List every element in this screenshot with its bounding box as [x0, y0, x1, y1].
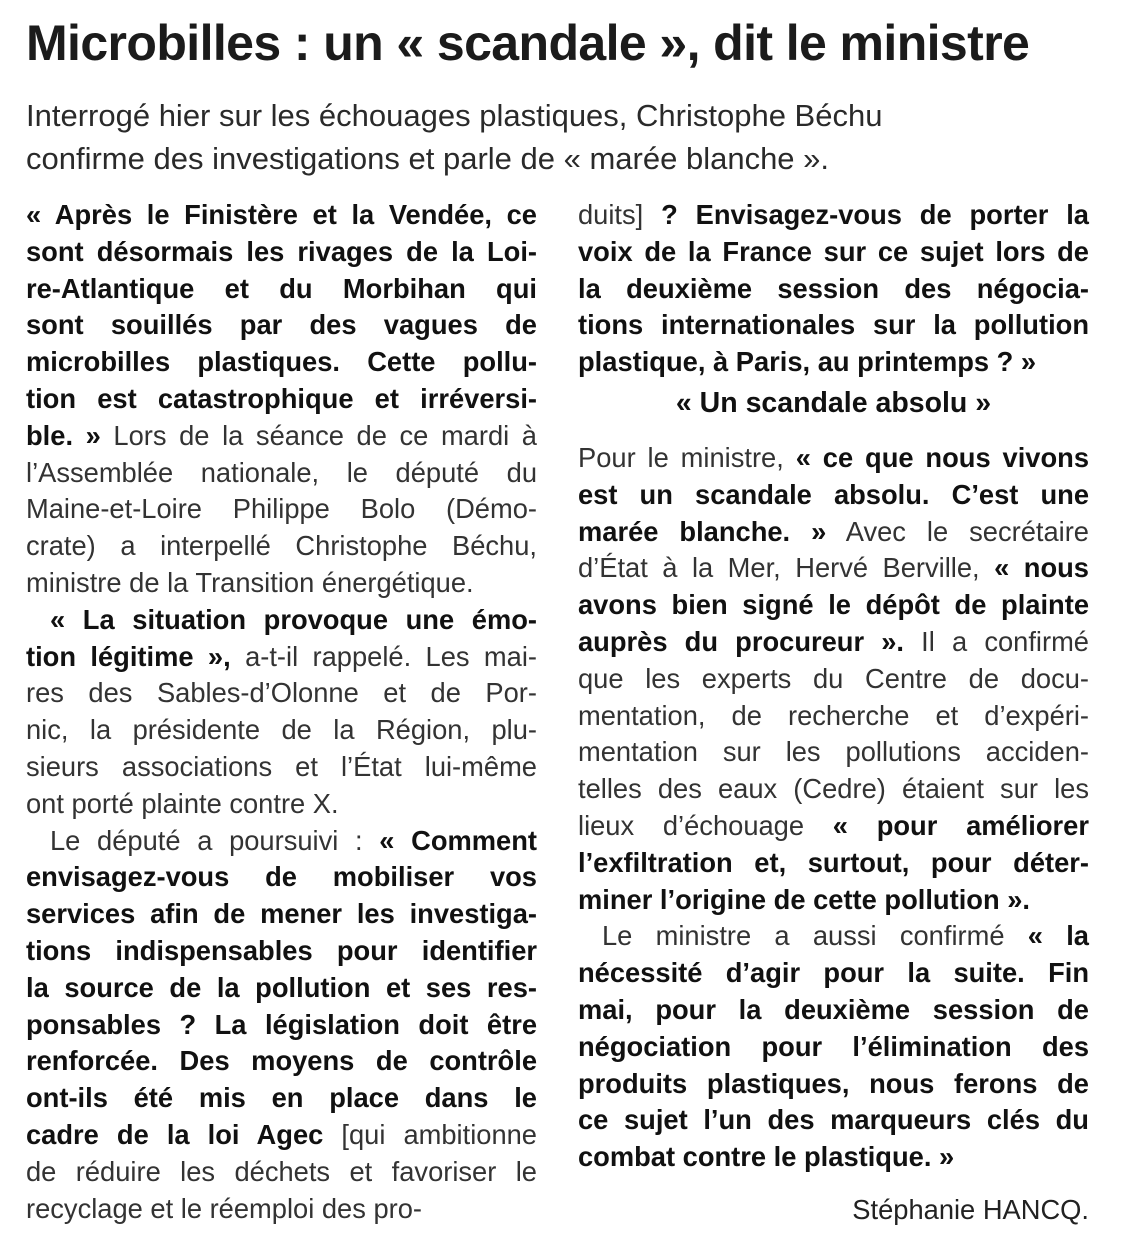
- text-line: [578, 1029, 1089, 1066]
- text-line: [26, 786, 537, 823]
- body-text: d’État à la Mer, Hervé Berville,: [578, 552, 995, 584]
- text-line: [26, 933, 537, 970]
- text-line: [26, 307, 537, 344]
- bold-quote-text: « pour améliorer: [832, 809, 1089, 841]
- bold-quote-text: ce sujet l’un des marqueurs clés du: [578, 1104, 1089, 1136]
- bold-quote-text: mai, pour la deuxième session de: [578, 993, 1089, 1025]
- text-line: [26, 381, 537, 418]
- bold-quote-text: « Après le Finistère et la Vendée, ce: [26, 199, 537, 230]
- body-text: Pour le ministre,: [578, 441, 796, 473]
- text-line: [578, 661, 1089, 698]
- text-line: [26, 896, 537, 933]
- body-text: de réduire les déchets et favoriser le: [26, 1155, 537, 1187]
- text-line: [578, 1066, 1089, 1103]
- text-line: [26, 675, 537, 712]
- text-line: [26, 602, 537, 639]
- text-line: [26, 565, 537, 602]
- bold-quote-text: avons bien signé le dépôt de plainte: [578, 589, 1089, 621]
- body-text: sieurs associations et l’État lui-même: [26, 750, 537, 782]
- text-line: [578, 234, 1089, 271]
- text-line: [578, 477, 1089, 514]
- bold-quote-text: voix de la France sur ce sujet lors de: [578, 235, 1089, 267]
- body-text: res des Sables-d’Olonne et de Por-: [26, 677, 537, 709]
- bold-quote-text: tion légitime »,: [26, 640, 231, 672]
- text-line: [578, 440, 1089, 477]
- bold-quote-text: est un scandale absolu. C’est une: [578, 478, 1089, 510]
- right-column-bottom: [578, 440, 1089, 1176]
- bold-quote-text: cadre de la loi Agec: [26, 1118, 324, 1150]
- text-line: [26, 491, 537, 528]
- bold-quote-text: « la: [1027, 920, 1089, 952]
- bold-quote-text: « La situation provoque une émo-: [50, 603, 537, 635]
- bold-quote-text: auprès du procureur ».: [578, 625, 905, 657]
- text-line: [578, 955, 1089, 992]
- text-line: [578, 882, 1089, 919]
- bold-quote-text: sont souillés par des vagues de: [26, 309, 537, 341]
- text-line: [26, 455, 537, 492]
- bold-quote-text: services afin de mener les investiga-: [26, 898, 537, 930]
- bold-quote-text: envisagez-vous de mobiliser vos: [26, 861, 537, 893]
- text-line: [578, 734, 1089, 771]
- text-line: [578, 845, 1089, 882]
- body-text: Le ministre a aussi confirmé: [602, 920, 1028, 952]
- text-line: [578, 197, 1089, 234]
- text-line: [26, 749, 537, 786]
- text-line: [578, 918, 1089, 955]
- deck-line: confirme des investigations et parle de « marée blanche ».: [26, 141, 830, 176]
- text-line: [26, 712, 537, 749]
- body-text: Le député a poursuivi :: [50, 824, 380, 856]
- body-text: ont porté plainte contre X.: [26, 787, 339, 819]
- body-text: ministre de la Transition énergétique.: [26, 566, 474, 598]
- text-line: [26, 197, 537, 234]
- bold-quote-text: renforcée. Des moyens de contrôle: [26, 1045, 537, 1077]
- bold-quote-text: tions internationales sur la pollution: [578, 309, 1089, 341]
- bold-quote-text: ble. »: [26, 419, 101, 451]
- text-line: [26, 1080, 537, 1117]
- text-line: [578, 624, 1089, 661]
- right-column-top: [578, 197, 1089, 381]
- body-text: mentation, de recherche et d’expéri-: [578, 699, 1089, 731]
- text-line: [26, 418, 537, 455]
- bold-quote-text: combat contre le plastique. »: [578, 1141, 955, 1173]
- author-signature: Stéphanie HANCQ.: [852, 1194, 1089, 1225]
- bold-quote-text: ont-ils été mis en place dans le: [26, 1082, 537, 1114]
- bold-quote-text: « nous: [994, 552, 1089, 584]
- text-line: [578, 698, 1089, 735]
- article-subhead: « Un scandale absolu »: [675, 386, 992, 419]
- bold-quote-text: produits plastiques, nous ferons de: [578, 1067, 1089, 1099]
- body-text: Il a confirmé: [904, 625, 1089, 657]
- text-line: [578, 808, 1089, 845]
- body-text: crate) a interpellé Christophe Béchu,: [26, 530, 537, 562]
- text-line: [26, 823, 537, 860]
- text-line: [26, 234, 537, 271]
- body-text: [qui ambitionne: [323, 1118, 537, 1150]
- bold-quote-text: ponsables ? La législation doit être: [26, 1008, 537, 1040]
- text-line: [26, 1154, 537, 1191]
- body-text: l’Assemblée nationale, le député du: [26, 456, 537, 488]
- text-line: [26, 344, 537, 381]
- body-text: nic, la présidente de la Région, plu-: [26, 714, 537, 746]
- bold-quote-text: microbilles plastiques. Cette pollu-: [26, 346, 537, 378]
- bold-quote-text: négociation pour l’élimination des: [578, 1030, 1089, 1062]
- bold-quote-text: tion est catastrophique et irréversi-: [26, 382, 537, 414]
- body-text: telles des eaux (Cedre) étaient sur les: [578, 773, 1089, 805]
- bold-quote-text: re-Atlantique et du Morbihan qui: [26, 272, 537, 304]
- text-line: [26, 1043, 537, 1080]
- text-line: [578, 992, 1089, 1029]
- bold-quote-text: sont désormais les rivages de la Loi-: [26, 235, 537, 267]
- body-text: a-t-il rappelé. Les mai-: [230, 640, 538, 672]
- text-line: [578, 587, 1089, 624]
- text-line: [26, 1191, 537, 1228]
- body-text: recyclage et le réemploi des pro-: [26, 1192, 422, 1224]
- right-column: [578, 197, 1089, 1176]
- body-text: Maine-et-Loire Philippe Bolo (Démo-: [26, 493, 537, 525]
- text-line: [578, 550, 1089, 587]
- text-line: [578, 1102, 1089, 1139]
- bold-quote-text: « Comment: [379, 824, 538, 856]
- bold-quote-text: ? Envisagez-vous de porter la: [643, 199, 1089, 230]
- bold-quote-text: l’exfiltration et, surtout, pour déter-: [578, 846, 1089, 878]
- text-line: [578, 771, 1089, 808]
- body-text: que les experts du Centre de docu-: [578, 662, 1089, 694]
- body-text: Lors de la séance de ce mardi à: [100, 419, 537, 451]
- text-line: [578, 344, 1089, 381]
- text-line: [26, 271, 537, 308]
- bold-quote-text: la deuxième session des négocia-: [578, 272, 1089, 304]
- text-line: [26, 970, 537, 1007]
- bold-quote-text: nécessité d’agir pour la suite. Fin: [578, 957, 1089, 989]
- text-line: [578, 307, 1089, 344]
- bold-quote-text: tions indispensables pour identifier: [26, 934, 537, 966]
- text-line: [26, 1117, 537, 1154]
- text-line: [578, 271, 1089, 308]
- text-line: [578, 1139, 1089, 1176]
- bold-quote-text: plastique, à Paris, au printemps ? »: [578, 346, 1037, 378]
- bold-quote-text: « ce que nous vivons: [795, 441, 1089, 473]
- deck-line: Interrogé hier sur les échouages plastiques, Christophe Béchu: [26, 98, 883, 133]
- text-line: [26, 528, 537, 565]
- body-text: duits]: [578, 199, 644, 230]
- left-column: [26, 197, 537, 1227]
- article-headline: Microbilles : un « scandale », dit le ministre: [26, 15, 1030, 71]
- body-text: mentation sur les pollutions acciden-: [578, 736, 1089, 768]
- body-text: lieux d’échouage: [578, 809, 833, 841]
- article-deck: [26, 94, 1101, 180]
- text-line: [578, 514, 1089, 551]
- bold-quote-text: marée blanche. »: [578, 515, 827, 547]
- bold-quote-text: la source de la pollution et ses res-: [26, 971, 537, 1003]
- text-line: [26, 859, 537, 896]
- text-line: [26, 639, 537, 676]
- bold-quote-text: miner l’origine de cette pollution ».: [578, 883, 1030, 915]
- body-text: Avec le secrétaire: [826, 515, 1089, 547]
- text-line: [26, 1007, 537, 1044]
